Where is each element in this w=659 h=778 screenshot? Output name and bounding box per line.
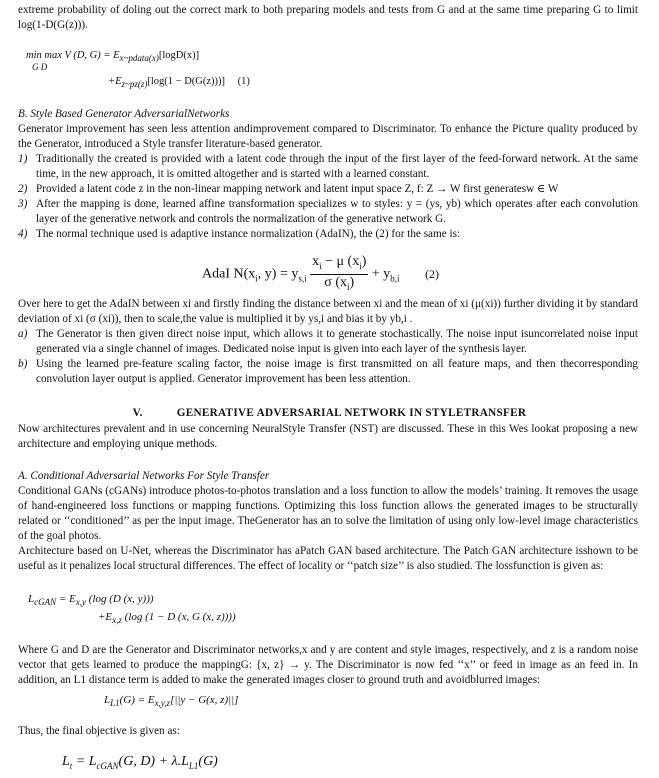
- section-v-title: GENERATIVE ADVERSARIAL NETWORK IN STYLETRANSFER: [176, 407, 527, 419]
- section-v-number: V.: [132, 407, 143, 419]
- eq2-fraction: [310, 254, 368, 295]
- eq2-den-sub: i: [347, 281, 350, 292]
- equation-3-line-1: [28, 592, 154, 610]
- eq1-left: min max V (D, G) = E: [26, 50, 120, 61]
- list-marker: 4): [18, 228, 28, 240]
- list-text: The normal technique used is adaptive instance normalization (AdaIN), the (2) for the same is:: [36, 228, 461, 240]
- section-a-paragraph-2: Architecture based on U-Net, whereas the Discriminator has aPatch GAN based architecture. The Patch GAN architecture isshown to be useful as it penalizes local structural differences. The effect of locality or ‘‘patch size’’ is also studied. The lossfunction is given as:: [18, 545, 638, 572]
- section-a-heading: A. Conditional Adversarial Networks For Style Transfer: [18, 470, 270, 482]
- eq4-l: L: [104, 694, 111, 706]
- eq4-rest: [||y − G(x, z)||]: [170, 694, 239, 706]
- list-marker: 1): [18, 153, 28, 165]
- list-text: Provided a latent code z in the non-linear mapping network and latent input space Z, f: Z → W first generatesw ∈ W: [36, 183, 559, 195]
- equation-1-line-1: [26, 48, 199, 66]
- eq2-left-sub: i: [255, 273, 258, 284]
- eq5-l: L: [62, 754, 70, 769]
- eq5-mid: = L: [72, 754, 97, 769]
- eq2-mid-sub: s,i: [298, 273, 307, 284]
- intro-text: extreme probability of doling out the correct mark to both preparing models and tests from G and at the same time preparing G to limit log(1-D(G(z))).: [18, 4, 638, 31]
- eq3-plus: +E: [98, 611, 113, 623]
- list-marker: a): [18, 328, 28, 340]
- equation-1-line-2: [108, 74, 250, 92]
- eq5-rest: (G, D) + λ.L: [118, 754, 189, 769]
- list-text: Traditionally the created is provided with a latent code through the input of the first layer of the feed-forward network. At the same time, in the new approach, it is omitted altogether and is started with a learned constant.: [36, 153, 638, 180]
- equation-3-line-2: [98, 610, 236, 628]
- section-a-paragraph-1: Conditional GANs (cGANs) introduce photos-to-photos translation and a loss function to allow the models’ training. It removes the usage of hand-engineered loss functions or mapping functions. Optimizing this loss function allows the generated images to be structurally related or ‘‘conditioned’’ as per the input image. TheGenerator has an to solve the limitation of using only low-level image characteristics of the goal photos.: [18, 485, 638, 542]
- list-text: The Generator is then given direct noise input, which allows it to generate stochastically. The noise input isuncorrelated noise input generated via a single channel of images. Dedicated noise input is given into each layer of the synthesis layer.: [36, 328, 638, 355]
- eq3-plus-sub: x,z: [112, 615, 122, 626]
- list-item: [18, 152, 638, 182]
- eq2-num-sub: i: [319, 260, 322, 271]
- eq2-plus: + y: [371, 266, 391, 282]
- eq3-plus-rest: (log (1 − D (x, G (x, z)))): [121, 611, 236, 623]
- eq4-l-sub: L1: [110, 698, 120, 709]
- equation-2: [202, 254, 439, 295]
- list-item: [18, 182, 638, 197]
- eq3-e-sub: x,y: [75, 597, 87, 608]
- eq3-l: L: [28, 593, 35, 605]
- eq2-num-rest-sub: i: [359, 260, 362, 271]
- eq5-rest-sub: L1: [188, 760, 199, 771]
- eq2-plus-sub: b,i: [390, 273, 400, 284]
- eq5-mid-sub: cGAN: [96, 760, 119, 771]
- list-marker: 3): [18, 198, 28, 210]
- eq2-numerator: [310, 254, 368, 275]
- eq2-number: (2): [425, 266, 440, 281]
- section-a: [18, 469, 638, 574]
- list-text: Using the learned pre-feature scaling factor, the noise image is first transmitted on all feature maps, and then thecorresponding convolution layer output is applied. Generator improvement has been less attention.: [36, 358, 638, 385]
- adain-paragraph: Over here to get the AdaIN between xi and firstly finding the distance between xi and the mean of xi (μ(xi)) further dividing it by standard deviation of xi (σ (xi)), then to scale,the value is multiplied it by ys,i and bias it by yb,i .: [18, 298, 638, 325]
- eq1-rest2: [log(1 − D(G(z)))]: [147, 76, 226, 87]
- list-item: [18, 357, 638, 387]
- list-text: After the mapping is done, learned affine transformation specializes w to styles: y = (ys, yb) which operates after each convolution layer of the generative network and controls the normalization of the generative network G.: [36, 198, 638, 225]
- where-paragraph: [18, 643, 638, 688]
- eq4-mid: (G) = E: [119, 694, 155, 706]
- eq3-rest: (log (D (x, y))): [86, 593, 154, 605]
- eq5-end: (G): [198, 754, 218, 769]
- intro-paragraph: [18, 3, 638, 33]
- eq1-sub1: x~pdata(x): [119, 53, 159, 64]
- list-marker: 2): [18, 183, 28, 195]
- eq2-num-x: x: [312, 254, 320, 269]
- adain-section: [18, 297, 638, 387]
- eq3-e: = E: [56, 593, 76, 605]
- list-marker: b): [18, 358, 28, 370]
- eq2-left: AdaI N(x: [202, 266, 256, 282]
- final-text: Thus, the final objective is given as:: [18, 725, 180, 737]
- eq4-e-sub: x,y,z: [154, 698, 171, 709]
- eq5-l-sub: t: [69, 760, 73, 771]
- section-b-paragraph: Generator improvement has seen less attention andimprovement compared to Discriminator. To enhance the Picture quality produced by the Generator, introduced a Style transfer literature-based generator.: [18, 123, 638, 150]
- eq2-denominator: [310, 275, 368, 295]
- list-item: [18, 197, 638, 227]
- section-b: [18, 107, 638, 242]
- where-text: Where G and D are the Generator and Discriminator networks,x and y are content and style images, respectively, and z is a random noise vector that gets learned to produce the mappingG: {x, z} → y. The Discriminator is now fed ‘‘x’’ or feed in image as an feed in. In addition, an L1 distance term is added to make the generated images closer to ground truth and avoidblurred images:: [18, 644, 638, 686]
- eq1-number: (1): [237, 76, 250, 87]
- eq2-num-end: ): [361, 254, 367, 269]
- eq1-sub2: z~pz(z): [121, 79, 148, 90]
- section-v-text: Now architectures prevalent and in use concerning NeuralStyle Transfer (NST) are discussed. These in this Wes lookat proposing a new architecture and employing unique methods.: [18, 423, 638, 450]
- eq1-rest1: [logD(x)]: [158, 50, 200, 61]
- list-item: [18, 227, 638, 242]
- list-item: [18, 327, 638, 357]
- section-v-paragraph: [18, 422, 638, 452]
- eq2-num-rest: − μ (x: [321, 254, 360, 269]
- eq2-den: σ (x: [324, 274, 348, 290]
- equation-1-minmax-sub: G D: [32, 62, 48, 72]
- section-b-heading: B. Style Based Generator AdversarialNetworks: [18, 108, 230, 120]
- eq2-den-end: ): [349, 274, 355, 290]
- eq1-plus: +E: [108, 76, 122, 87]
- final-paragraph: [18, 724, 638, 739]
- eq3-l-sub: cGAN: [34, 597, 57, 608]
- equation-5: [62, 754, 218, 774]
- equation-4: [104, 693, 238, 711]
- eq2-mid: , y) = y: [257, 266, 299, 282]
- section-v-heading: [0, 406, 659, 421]
